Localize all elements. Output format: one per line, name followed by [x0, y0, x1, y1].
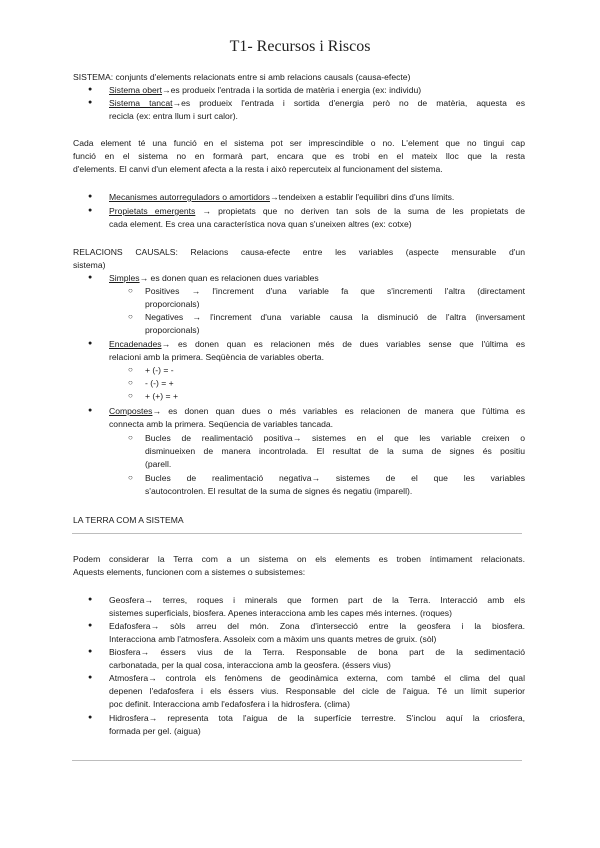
positives-item: Positives → l'increment d'una variable fa que s'incrementi l'altra (directament — [145, 286, 525, 296]
bullet-icon: ● — [88, 274, 93, 281]
bullet-icon: ● — [88, 674, 93, 681]
circle-bullet-icon: ○ — [128, 286, 133, 295]
positives-item-cont: proporcionals) — [145, 299, 200, 309]
divider — [72, 760, 522, 761]
sign-rule: + (-) = - — [145, 365, 174, 375]
simples-item — [109, 272, 319, 285]
edafosfera-item: Edafosfera→ sòls arreu del món. Zona d'intersecció entre la geosfera i la biosfera. — [109, 621, 525, 631]
propietats-text-cont: cada element. Es crea una característica nova quan s'uneixen altres (ex: cotxe) — [109, 219, 412, 229]
sistema-tancat-text: →es produeix l'entrada i sortida d'energia però no de matèria, aquesta es — [172, 98, 526, 108]
hidrosfera-item: Hidrosfera→ representa tota l'aigua de la superfície terrestre. S'inclou aquí la criosfera, — [109, 713, 525, 723]
circle-bullet-icon: ○ — [128, 312, 133, 321]
bucle-negatiu-item: Bucles de realimentació negativa→ sistemes de el que les variables — [145, 473, 525, 483]
terra-intro: Podem considerar la Terra com a un sistema on els elements es troben íntimament relacionats. — [73, 554, 525, 564]
bullet-icon: ● — [88, 86, 93, 93]
atmosfera-item-cont: poc definit. Interacciona amb l'edafosfera i la hidrosfera. (clima) — [109, 699, 350, 709]
sign-rule: + (+) = + — [145, 391, 178, 401]
negatives-item-cont: proporcionals) — [145, 325, 200, 335]
geosfera-item: Geosfera→ terres, roques i minerals que formen part de la Terra. Interacció amb els — [109, 595, 525, 605]
encadenades-text-cont: relacioni amb la primera. Seqüència de variables oberta. — [109, 352, 324, 362]
propietats-text: → propietats que no deriven tan sols de la suma de les propietats de — [195, 206, 525, 216]
paragraph-line: funció en el sistema no en formarà part, encara que es trobi en el mateix lloc que la resta — [73, 151, 525, 161]
negatives-item: Negatives → l'increment d'una variable causa la disminució de l'altra (inversament — [145, 312, 525, 322]
mecanismes-text: →tendeixen a establir l'equilibri dins d'uns límits. — [269, 192, 455, 202]
bucle-positiu-item-cont: (parell. — [145, 459, 172, 469]
compostes-term: Compostes — [109, 406, 153, 416]
circle-bullet-icon: ○ — [128, 433, 133, 442]
paragraph-line: Cada element té una funció en el sistema pot ser imprescindible o no. L'element que no tingui cap — [73, 138, 525, 148]
encadenades-text: → es donen quan es relacionen més de dues variables sense que l'última es — [161, 339, 525, 349]
sign-rule: - (-) = + — [145, 378, 174, 388]
sistema-tancat-item — [109, 97, 525, 110]
sistema-tancat-term: Sistema tancat — [109, 98, 173, 108]
encadenades-item — [109, 338, 525, 351]
sistema-tancat-text-cont: recicla (ex: entra llum i surt calor). — [109, 111, 238, 121]
compostes-text-cont: connecta amb la primera. Seqüencia de variables tancada. — [109, 419, 334, 429]
sistema-obert-term: Sistema obert — [109, 85, 163, 95]
circle-bullet-icon: ○ — [128, 365, 133, 374]
bullet-icon: ● — [88, 340, 93, 347]
propietats-item — [109, 205, 525, 218]
edafosfera-item-cont: Interacciona amb l'atmosfera. Assoleix com a màxim uns quants metres de gruix. (sòl) — [109, 634, 437, 644]
biosfera-item-cont: carbonatada, per la qual cosa, interacciona amb la geosfera. (éssers vius) — [109, 660, 391, 670]
relacions-definition: RELACIONS CAUSALS: Relacions causa-efecte entre les variables (aspecte mensurable d'un — [73, 247, 525, 257]
atmosfera-item-cont: depenen l'edafosfera i els éssers vius. Responsable del cicle de l'aigua. Té un límit superior — [109, 686, 525, 696]
sistema-obert-text: →es produeix l'entrada i la sortida de matèria i energia (ex: individu) — [162, 85, 422, 95]
circle-bullet-icon: ○ — [128, 391, 133, 400]
mecanismes-item — [109, 191, 454, 204]
bucle-positiu-item: Bucles de realimentació positiva→ sistemes en el que les variable creixen o — [145, 433, 525, 443]
bullet-icon: ● — [88, 596, 93, 603]
paragraph-line: d'elements. El canvi d'un element afecta a la resta i això repercuteix al funcionament del sistema. — [73, 164, 443, 174]
section-heading: LA TERRA COM A SISTEMA — [73, 515, 184, 525]
bullet-icon: ● — [88, 407, 93, 414]
hidrosfera-item-cont: formada per gel. (aigua) — [109, 726, 201, 736]
propietats-term: Propietats emergents — [109, 206, 196, 216]
bullet-icon: ● — [88, 99, 93, 106]
simples-term: Simples — [109, 273, 140, 283]
bullet-icon: ● — [88, 622, 93, 629]
simples-text: → es donen quan es relacionen dues variables — [139, 273, 319, 283]
bullet-icon: ● — [88, 207, 93, 214]
terra-intro-cont: Aquests elements, funcionen com a sistemes o subsistemes: — [73, 567, 306, 577]
divider — [72, 533, 522, 534]
relacions-definition-cont: sistema) — [73, 260, 106, 270]
sistema-obert-item — [109, 84, 421, 97]
mecanismes-term: Mecanismes autorreguladors o amortidors — [109, 192, 270, 202]
compostes-text: → es donen quan dues o més variables es relacionen de manera que l'última es — [152, 406, 525, 416]
bullet-icon: ● — [88, 714, 93, 721]
sistema-definition: SISTEMA: conjunts d'elements relacionats entre si amb relacions causals (causa-efecte) — [73, 72, 411, 82]
bullet-icon: ● — [88, 193, 93, 200]
biosfera-item: Biosfera→ éssers vius de la Terra. Responsable de bona part de la sedimentació — [109, 647, 525, 657]
bucle-negatiu-item-cont: s'autocontrolen. El resultat de la suma de signes és negatiu (imparell). — [145, 486, 413, 496]
page-title: T1- Recursos i Riscos — [229, 38, 371, 55]
circle-bullet-icon: ○ — [128, 473, 133, 482]
atmosfera-item: Atmosfera→ controla els fenòmens de geodinàmica externa, com també el clima del qual — [109, 673, 525, 683]
compostes-item — [109, 405, 525, 418]
circle-bullet-icon: ○ — [128, 378, 133, 387]
encadenades-term: Encadenades — [109, 339, 162, 349]
bucle-positiu-item-cont: disminueixen de manera incontrolada. El resultat de la suma de signes és positiu — [145, 446, 525, 456]
geosfera-item-cont: sistemes superficials, biosfera. Apenes interacciona amb les capes més internes. (roques) — [109, 608, 452, 618]
bullet-icon: ● — [88, 648, 93, 655]
